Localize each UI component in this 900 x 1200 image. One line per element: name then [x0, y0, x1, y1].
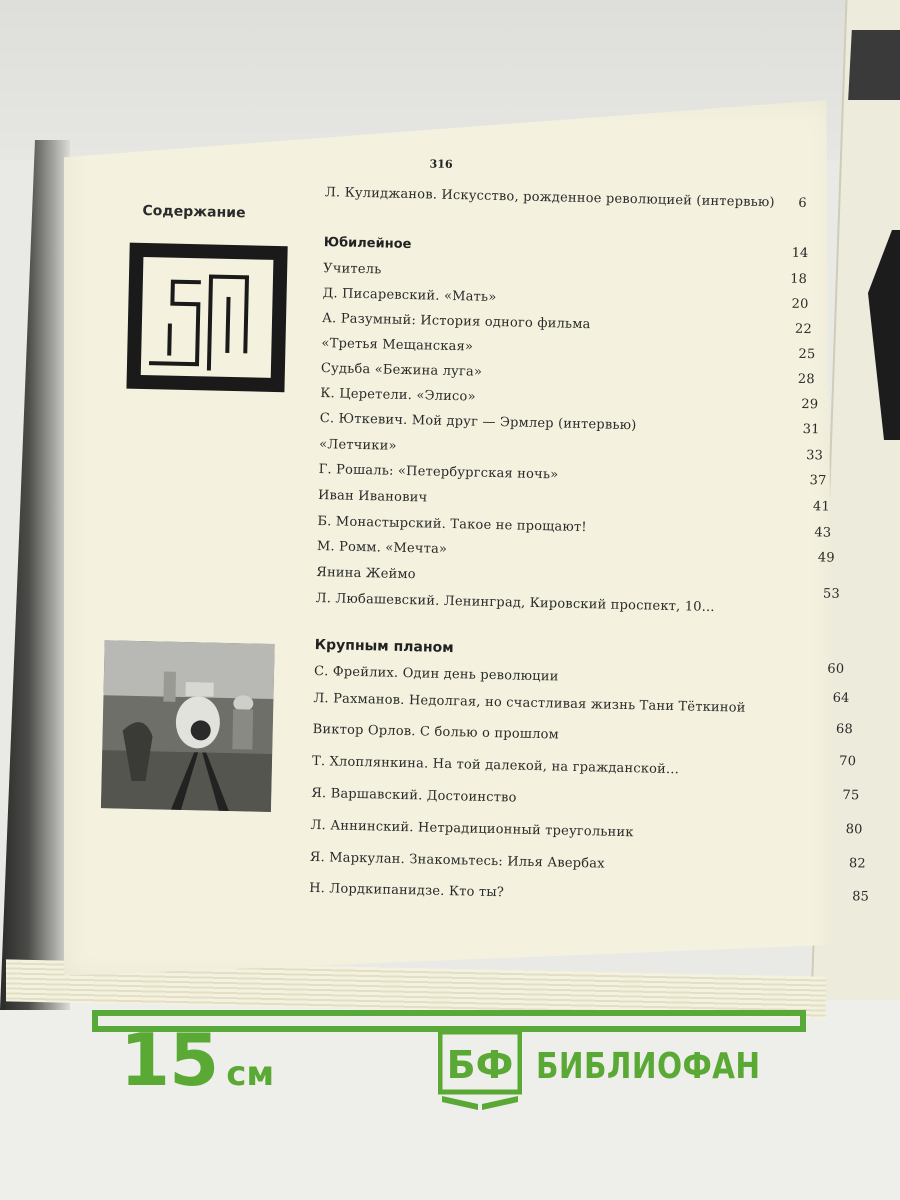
- toc-heading-jubilee: Юбилейное 14: [323, 235, 809, 262]
- toc-entry: С. Фрейлих. Один день революции 60: [313, 661, 845, 685]
- cameraman-photo: [101, 640, 275, 812]
- watermark-brand: БИБЛИОФАН: [536, 1046, 761, 1087]
- toc-entry: К. Церетели. «Элисо» 29: [320, 386, 819, 413]
- toc-entry: «Третья Мещанская» 25: [321, 336, 816, 363]
- toc-entry: Я. Варшавский. Достоинство 75: [311, 785, 860, 806]
- toc-entry: Н. Лордкипанидзе. Кто ты? 85: [308, 880, 870, 905]
- contents-title: Содержание: [142, 202, 246, 222]
- watermark-size-label: 15 см: [120, 1018, 275, 1102]
- toc-entry: Г. Рошаль: «Петербургская ночь» 37: [318, 462, 827, 489]
- logo-50-emblem: [126, 243, 287, 393]
- toc-entry: Т. Хлоплянкина. На той далекой, на гражданской... 70: [311, 753, 857, 778]
- toc-entry: Л. Рахманов. Недолгая, но счастливая жизнь Тани Тёткиной 64: [313, 690, 850, 716]
- toc-entry: Учитель 18: [323, 261, 808, 288]
- toc-entry: А. Разумный: История одного фильма 22: [321, 311, 813, 338]
- toc-entry: Виктор Орлов. С болью о прошлом 68: [312, 721, 854, 743]
- toc-heading-closeup: Крупным планом: [314, 636, 454, 657]
- toc-entry: М. Ромм. «Мечта» 49: [316, 538, 835, 566]
- toc-entry: Д. Писаревский. «Мать» 20: [322, 286, 809, 313]
- toc-entry: Б. Монастырский. Такое не прощают! 43: [317, 514, 832, 541]
- toc-entry: Л. Аннинский. Нетрадиционный треугольник 80: [310, 817, 863, 841]
- toc-entry: Иван Иванович 41: [317, 488, 831, 515]
- toc-entry: Л. Любашевский. Ленинград, Кировский проспект, 10... 53: [315, 586, 841, 616]
- toc-entry: С. Юткевич. Мой друг — Эрмлер (интервью) 31: [319, 411, 820, 438]
- toc-entry: «Летчики» 33: [319, 437, 824, 464]
- page-number: 316: [429, 157, 453, 171]
- toc-entry: Судьба «Бежина луга» 28: [320, 361, 815, 388]
- toc-entry-intro: Л. Кулиджанов. Искусство, рожденное революцией (интервью) 6: [324, 185, 807, 212]
- logo-50-glyph: [126, 243, 287, 393]
- open-book-logo-icon: [438, 1030, 522, 1116]
- toc-entry: Я. Маркулан. Знакомьтесь: Илья Авербах 82: [309, 849, 867, 872]
- toc-entry: Янина Жеймо: [316, 564, 416, 583]
- svg-text:БФ: БФ: [446, 1043, 514, 1087]
